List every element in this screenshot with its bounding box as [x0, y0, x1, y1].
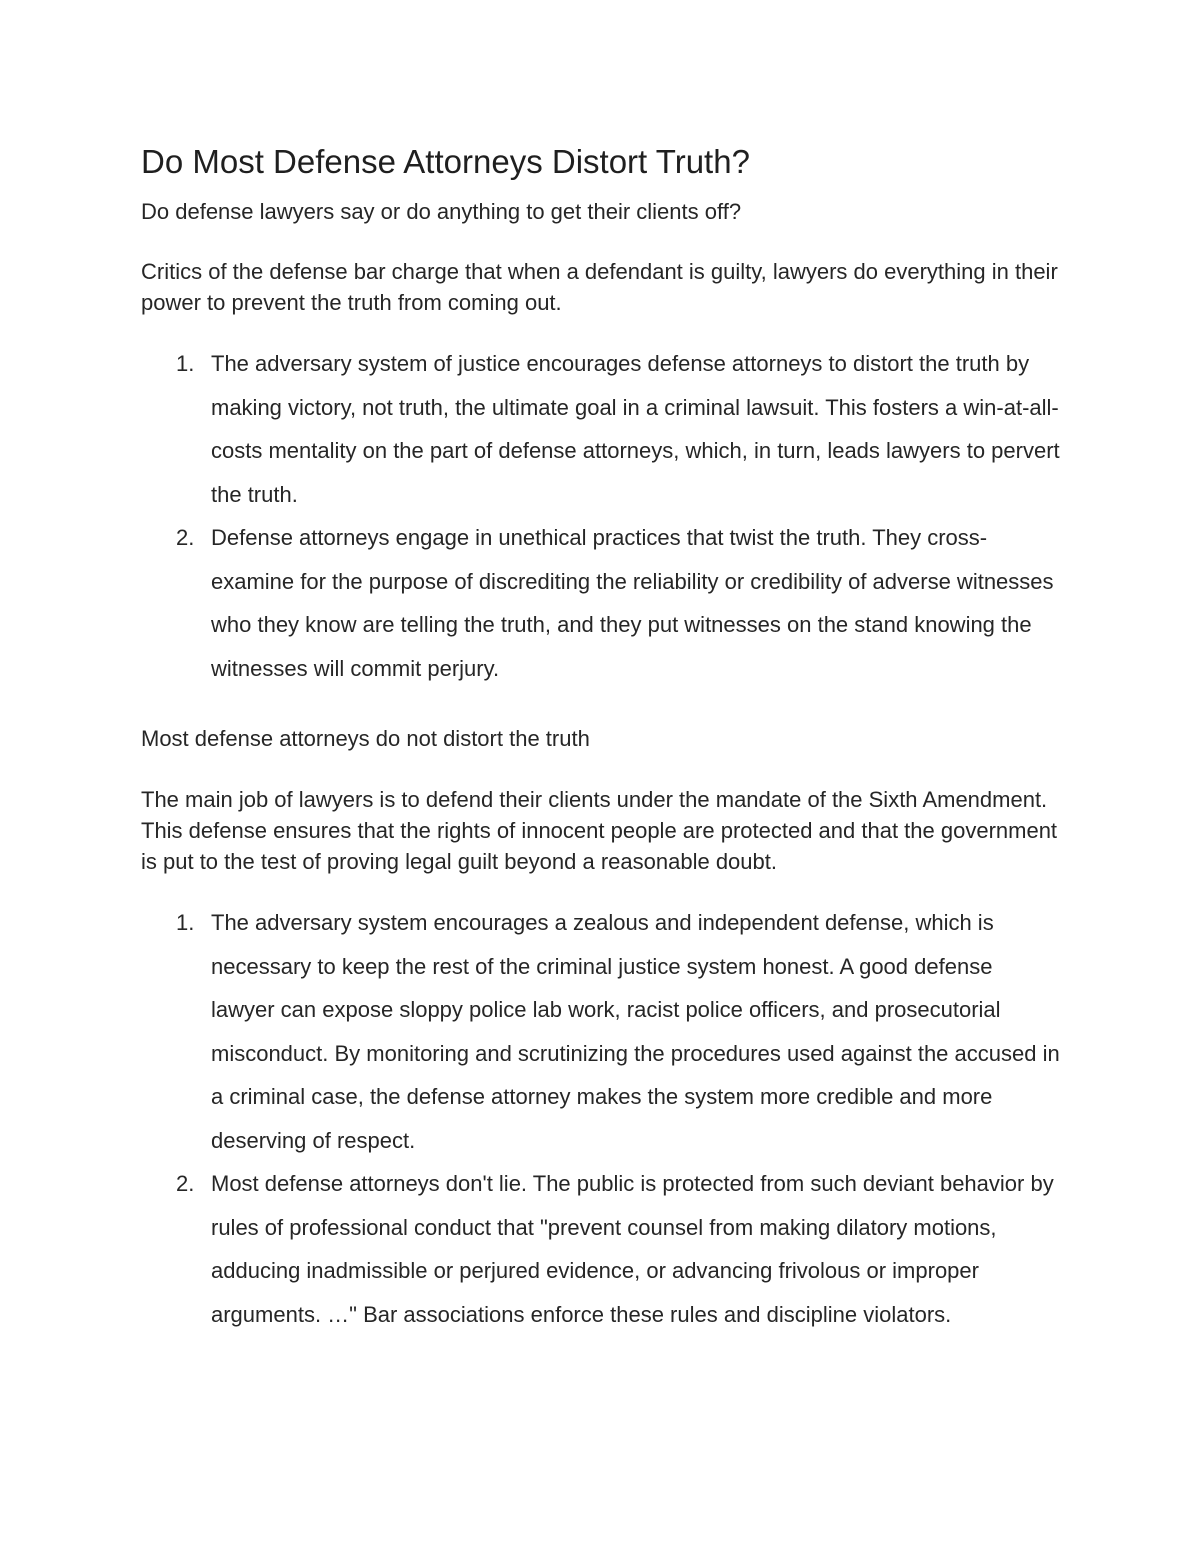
list-item-text: The adversary system of justice encourages defense attorneys to distort the truth by making victory, not truth, the ultimate goal in a criminal lawsuit. This fosters a win-at-all-costs mentality on the part of defense attorneys, which, in turn, leads lawyers to pervert the truth.	[211, 351, 1060, 507]
document-subtitle: Do defense lawyers say or do anything to get their clients off?	[141, 199, 742, 224]
list-number: 1.	[176, 910, 195, 935]
document-title: Do Most Defense Attorneys Distort Truth?	[141, 143, 750, 180]
intro-paragraph: Critics of the defense bar charge that when a defendant is guilty, lawyers do everything in their power to prevent the truth from coming out.	[141, 259, 1058, 315]
section-heading: Most defense attorneys do not distort the truth	[141, 726, 590, 751]
list-number: 2.	[176, 525, 195, 550]
list-item	[141, 1162, 1061, 1336]
critics-list	[141, 342, 1061, 690]
section-intro-paragraph: The main job of lawyers is to defend their clients under the mandate of the Sixth Amendment. This defense ensures that the rights of innocent people are protected and that the government is put to the test of proving legal guilt beyond a reasonable doubt.	[141, 787, 1058, 874]
list-number: 2.	[176, 1171, 195, 1196]
defense-list	[141, 901, 1061, 1336]
list-item	[141, 516, 1061, 690]
list-item-text: Defense attorneys engage in unethical practices that twist the truth. They cross-examine for the purpose of discrediting the reliability or credibility of adverse witnesses who they know are telling the truth, and they put witnesses on the stand knowing the witnesses will commit perjury.	[211, 525, 1054, 681]
list-number: 1.	[176, 351, 195, 376]
list-item-text: The adversary system encourages a zealous and independent defense, which is necessary to keep the rest of the criminal justice system honest. A good defense lawyer can expose sloppy police lab work, racist police officers, and prosecutorial misconduct. By monitoring and scrutinizing the procedures used against the accused in a criminal case, the defense attorney makes the system more credible and more deserving of respect.	[211, 910, 1060, 1153]
list-item	[141, 901, 1061, 1162]
list-item-text: Most defense attorneys don't lie. The public is protected from such deviant behavior by rules of professional conduct that "prevent counsel from making dilatory motions, adducing inadmissible or perjured evidence, or advancing frivolous or improper arguments. …" Bar associations enforce these rules and discipline violators.	[211, 1171, 1054, 1327]
list-item	[141, 342, 1061, 516]
